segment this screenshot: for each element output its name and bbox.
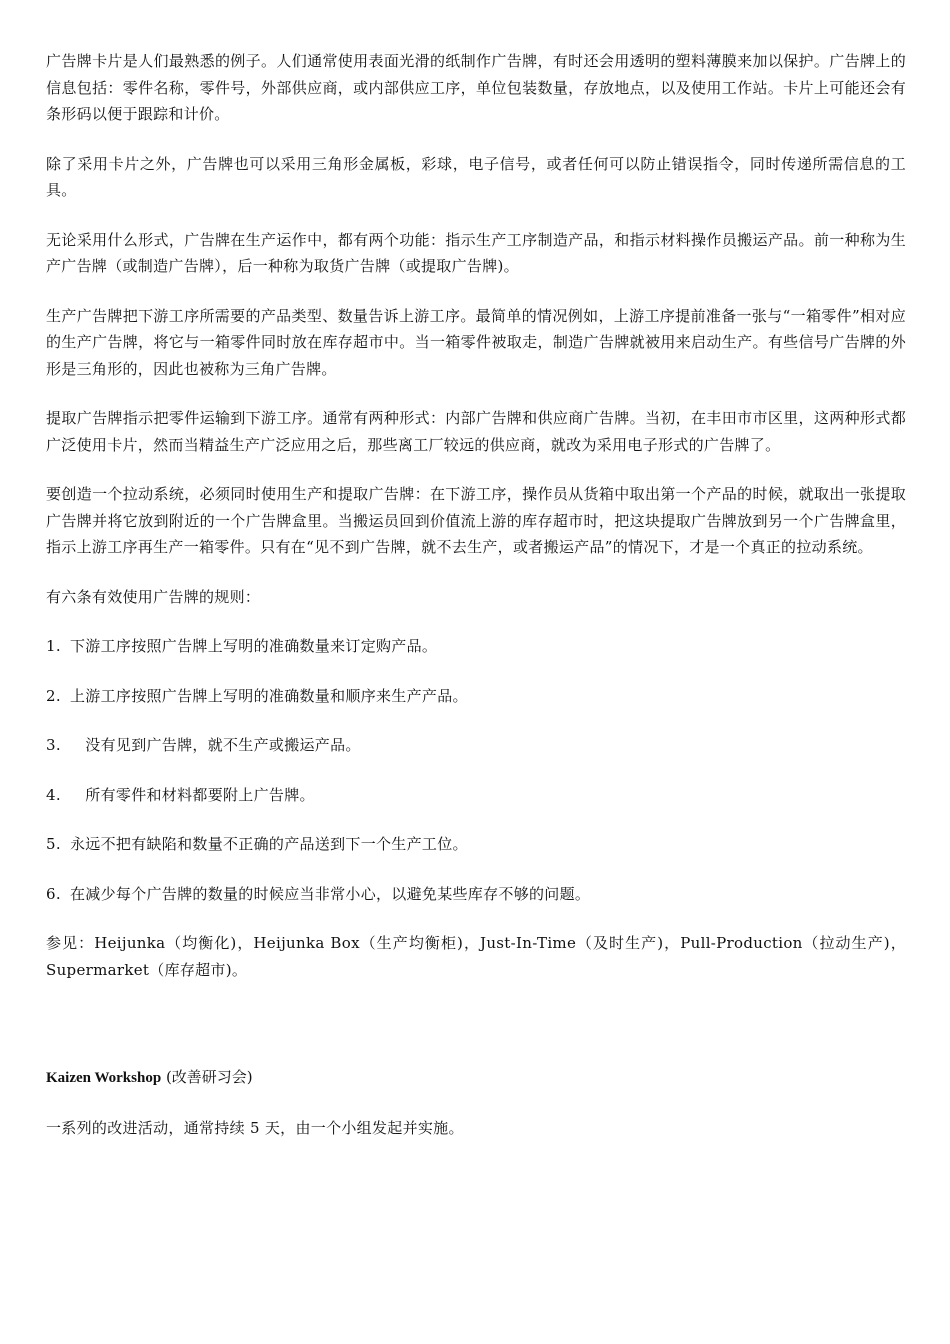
section-heading-title: Kaizen Workshop: [46, 1070, 162, 1086]
rules-list: [46, 633, 906, 907]
list-item-text: 下游工序按照广告牌上写明的准确数量来订定购产品。: [70, 637, 438, 655]
list-item: [46, 732, 906, 759]
paragraph-withdrawal-kanban: 提取广告牌指示把零件运输到下游工序。通常有两种形式：内部广告牌和供应商广告牌。当初，在丰田市市区里，这两种形式都广泛使用卡片，然而当精益生产广泛应用之后，那些离工厂较远的供应商，就改为采用电子形式的广告牌了。: [46, 409, 906, 454]
list-item-number: 2.: [46, 686, 61, 705]
paragraph-pull-system: 要创造一个拉动系统，必须同时使用生产和提取广告牌：在下游工序，操作员从货箱中取出第一个产品的时候，就取出一张提取广告牌并将它放到附近的一个广告牌盒里。当搬运员回到价值流上游的库存超市时，把这块提取广告牌放到另一个广告牌盒里，指示上游工序再生产一箱零件。只有在“见不到广告牌，就不去生产，或者搬运产品”的情况下，才是一个真正的拉动系统。: [46, 485, 906, 556]
list-item: [46, 633, 906, 660]
paragraph-see-also: 参见：Heijunka（均衡化)，Heijunka Box（生产均衡柜)，Just-In-Time（及时生产)，Pull-Production（拉动生产)，Supermarket（库存超市)。: [46, 934, 906, 979]
document-page: [46, 48, 906, 1164]
list-item: [46, 683, 906, 710]
list-item-number: 4.: [46, 785, 61, 804]
list-item-text: 在减少每个广告牌的数量的时候应当非常小心，以避免某些库存不够的问题。: [70, 884, 591, 903]
list-item-text: 上游工序按照广告牌上写明的准确数量和顺序来生产产品。: [70, 686, 468, 705]
list-item: [46, 831, 906, 858]
paragraph-production-kanban: 生产广告牌把下游工序所需要的产品类型、数量告诉上游工序。最简单的情况例如，上游工序提前准备一张与“一箱零件”相对应的生产广告牌，将它与一箱零件同时放在库存超市中。当一箱零件被取走，制造广告牌就被用来启动生产。有些信号广告牌的外形是三角形的，因此也被称为三角广告牌。: [46, 306, 906, 378]
paragraph-kanban-functions: 无论采用什么形式，广告牌在生产运作中，都有两个功能：指示生产工序制造产品，和指示材料操作员搬运产品。前一种称为生产广告牌（或制造广告牌），后一种称为取货广告牌（或提取广告牌)。: [46, 230, 906, 275]
list-item-text: 永远不把有缺陷和数量不正确的产品送到下一个生产工位。: [70, 835, 468, 853]
list-item: [46, 881, 906, 908]
paragraph-kanban-forms: 除了采用卡片之外，广告牌也可以采用三角形金属板，彩球，电子信号，或者任何可以防止错误指令，同时传递所需信息的工具。: [46, 154, 906, 199]
list-item-text: 所有零件和材料都要附上广告牌。: [70, 785, 315, 804]
list-item-number: 1.: [46, 637, 61, 655]
paragraph-kaizen-definition: 一系列的改进活动，通常持续 5 天，由一个小组发起并实施。: [46, 1118, 464, 1137]
list-item-number: 3.: [46, 736, 61, 754]
list-item-number: 5.: [46, 835, 61, 853]
paragraph-kanban-cards: 广告牌卡片是人们最熟悉的例子。人们通常使用表面光滑的纸制作广告牌，有时还会用透明的塑料薄膜来加以保护。广告牌上的信息包括：零件名称，零件号，外部供应商，或内部供应工序，单位包装数量，存放地点，以及使用工作站。卡片上可能还会有条形码以便于跟踪和计价。: [46, 52, 906, 123]
section-heading-subtitle: (改善研习会): [161, 1068, 253, 1086]
paragraph-rules-intro: 有六条有效使用广告牌的规则：: [46, 587, 261, 606]
section-heading: [46, 1064, 906, 1092]
list-item: [46, 782, 906, 809]
list-item-number: 6.: [46, 884, 61, 903]
list-item-text: 没有见到广告牌，就不生产或搬运产品。: [70, 736, 361, 754]
section-spacer: [46, 1006, 906, 1064]
